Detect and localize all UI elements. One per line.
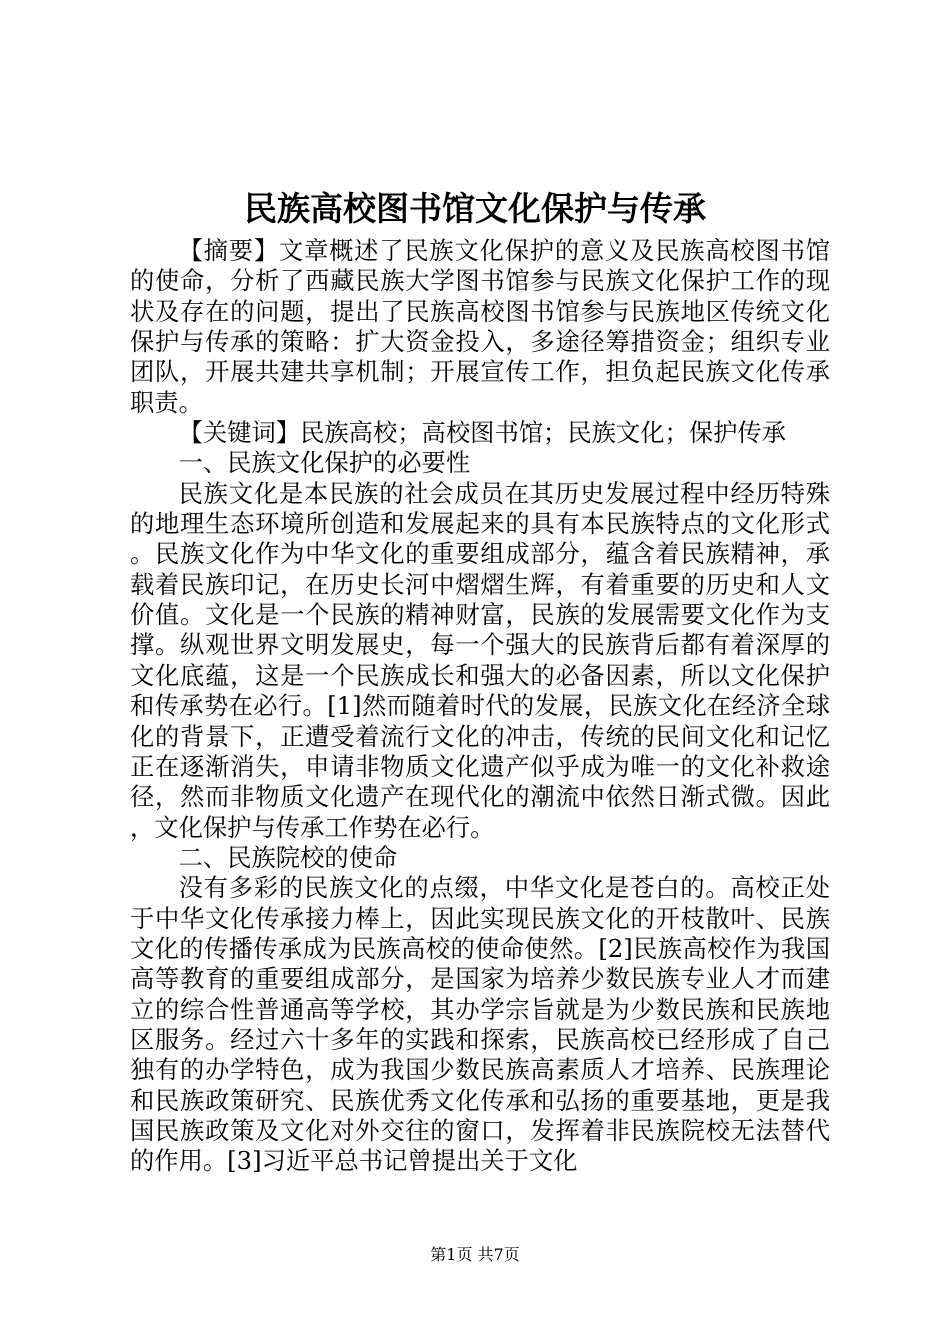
page-footer: 第1页 共7页: [430, 1245, 520, 1264]
body-paragraph-1: 民族文化是本民族的社会成员在其历史发展过程中经历特殊的地理生态环境所创造和发展起来的具有本民族特点的文化形式。民族文化作为中华文化的重要组成部分，蕴含着民族精神，承载着民族印记，在历史长河中熠熠生辉，有着重要的历史和人文价值。文化是一个民族的精神财富，民族的发展需要文化作为支撑。纵观世界文明发展史，每一个强大的民族背后都有着深厚的文化底蕴，这是一个民族成长和强大的必备因素，所以文化保护和传承势在必行。[1]然而随着时代的发展，民族文化在经济全球化的背景下，正遭受着流行文化的冲击，传统的民间文化和记忆正在逐渐消失，申请非物质文化遗产似乎成为唯一的文化补救途径，然而非物质文化遗产在现代化的潮流中依然日渐式微。因此，文化保护与传承工作势在必行。: [130, 478, 830, 842]
section-heading-1: 一、民族文化保护的必要性: [178, 448, 471, 478]
keywords-paragraph: 【关键词】民族高校；高校图书馆；民族文化；保护传承: [178, 418, 787, 448]
body-paragraph-2: 没有多彩的民族文化的点缀，中华文化是苍白的。高校正处于中华文化传承接力棒上，因此实现民族文化的开枝散叶、民族文化的传播传承成为民族高校的使命使然。[2]民族高校作为我国高等教育的重要组成部分，是国家为培养少数民族专业人才而建立的综合性普通高等学校，其办学宗旨就是为少数民族和民族地区服务。经过六十多年的实践和探索，民族高校已经形成了自己独有的办学特色，成为我国少数民族高素质人才培养、民族理论和民族政策研究、民族优秀文化传承和弘扬的重要基地，更是我国民族政策及文化对外交往的窗口，发挥着非民族院校无法替代的作用。[3]习近平总书记曾提出关于文化: [130, 873, 830, 1176]
document-body: [130, 236, 830, 1177]
abstract-paragraph: 【摘要】文章概述了民族文化保护的意义及民族高校图书馆的使命，分析了西藏民族大学图书馆参与民族文化保护工作的现状及存在的问题，提出了民族高校图书馆参与民族地区传统文化保护与传承的策略：扩大资金投入，多途径筹措资金；组织专业团队，开展共建共享机制；开展宣传工作，担负起民族文化传承职责。: [130, 236, 830, 417]
document-title: 民族高校图书馆文化保护与传承: [244, 189, 706, 228]
section-heading-2: 二、民族院校的使命: [178, 842, 398, 872]
